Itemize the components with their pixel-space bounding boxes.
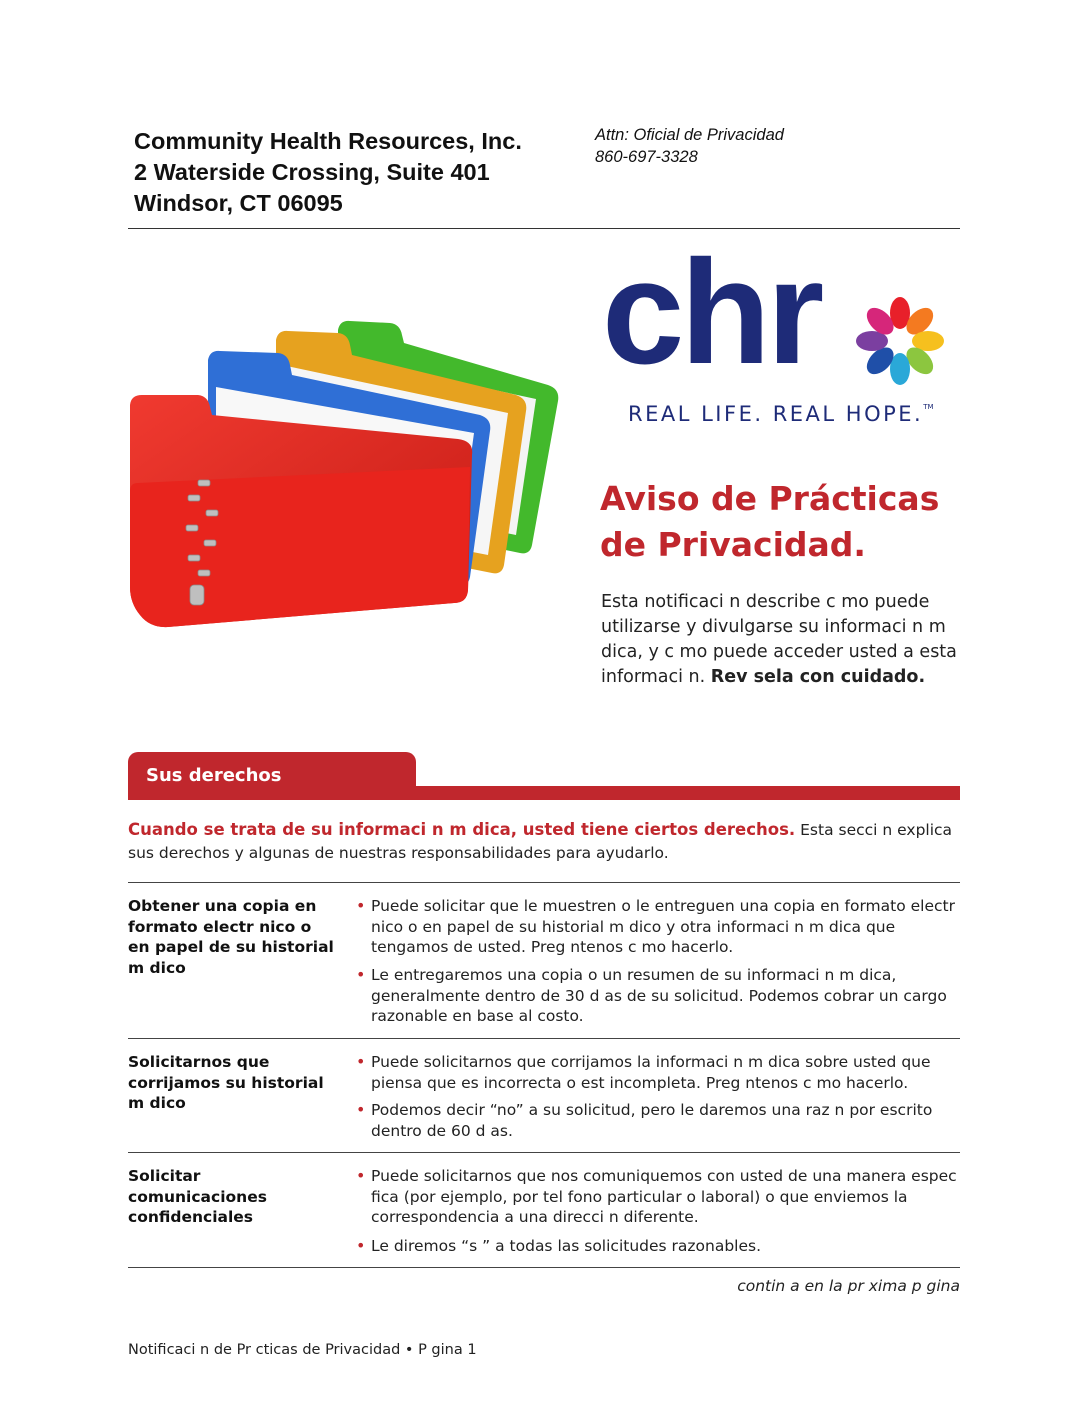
privacy-contact: [595, 124, 784, 168]
row-divider: [128, 1038, 960, 1039]
row-heading-confidential: Solicitar comunicaciones confidenciales: [128, 1167, 267, 1226]
title-line-2: de Privacidad.: [600, 525, 866, 564]
bullet-text: Puede solicitar que le muestren o le entreguen una copia en formato electr nico o en papel de su historial m dico y otra informaci n m dica que tengamos de usted. Preg ntenos c mo hacerlo.: [371, 897, 955, 956]
tagline: [628, 402, 934, 426]
phone-number: 860-697-3328: [595, 148, 698, 166]
continued-note: contin a en la pr xima p gina: [737, 1277, 960, 1295]
bullet-text: Podemos decir “no” a su solicitud, pero le daremos una raz n por escrito dentro de 60 d as.: [371, 1101, 933, 1140]
flower-logo-icon: [852, 296, 948, 386]
intro-text: Esta notificaci n describe c mo puede utilizarse y divulgarse su informaci n m dica, y c mo puede acceder usted a esta informaci n.: [601, 592, 957, 687]
row-bullet: [356, 1052, 976, 1093]
org-street: 2 Waterside Crossing, Suite 401: [134, 159, 490, 185]
bullet-text: Puede solicitarnos que nos comuniquemos con usted de una manera espec fica (por ejemplo, por tel fono particular o laboral) o que enviemos la correspondencia a una direcci n diferente.: [371, 1167, 957, 1226]
row-heading-copy: Obtener una copia en formato electr nico o en papel de su historial m dico: [128, 897, 334, 977]
bullet-icon: •: [356, 896, 366, 915]
section-label: Sus derechos: [146, 765, 282, 786]
page-title: [600, 476, 960, 568]
row-heading-correct: Solicitarnos que corrijamos su historial m dico: [128, 1053, 324, 1112]
section-lead: [128, 818, 968, 865]
bullet-icon: •: [356, 1236, 366, 1255]
bullet-icon: •: [356, 1166, 366, 1185]
bullet-text: Le diremos “s ” a todas las solicitudes razonables.: [371, 1237, 762, 1255]
org-city: Windsor, CT 06095: [134, 190, 343, 216]
section-bar: [128, 786, 960, 800]
intro-paragraph: [601, 590, 961, 690]
lead-bold: Cuando se trata de su informaci n m dica, usted tiene ciertos derechos.: [128, 820, 796, 839]
bullet-icon: •: [356, 1052, 366, 1071]
row-bullet: [356, 1166, 976, 1228]
row-bullet: [356, 965, 976, 1027]
file-folders-illustration: [128, 315, 568, 635]
organization-address: [134, 126, 522, 219]
org-name: Community Health Resources, Inc.: [134, 128, 522, 154]
page-footer: Notificaci n de Pr cticas de Privacidad • P gina 1: [128, 1342, 477, 1358]
lead-rest: Esta secci n explica sus derechos y algunas de nuestras responsabilidades para ayudarlo.: [128, 821, 953, 862]
bullet-text: Puede solicitarnos que corrijamos la informaci n m dica sobre usted que piensa que es incorrecta o est incompleta. Preg ntenos c mo hacerlo.: [371, 1053, 931, 1092]
row-divider: [128, 1267, 960, 1268]
header-divider: [128, 228, 960, 229]
attn-line: Attn: Oficial de Privacidad: [595, 126, 784, 144]
row-divider: [128, 882, 960, 883]
bullet-icon: •: [356, 965, 366, 984]
chr-logo-text: chr: [602, 230, 821, 395]
title-line-1: Aviso de Prácticas: [600, 479, 940, 518]
row-bullet: [356, 896, 976, 958]
tagline-text: REAL LIFE. REAL HOPE.: [628, 402, 924, 426]
row-divider: [128, 1152, 960, 1153]
bullet-text: Le entregaremos una copia o un resumen de su informaci n m dica, generalmente dentro de 30 d as de su solicitud. Podemos cobrar un cargo razonable en base al costo.: [371, 966, 947, 1025]
trademark-mark: TM: [923, 403, 934, 411]
row-bullet: [356, 1100, 976, 1141]
bullet-icon: •: [356, 1100, 366, 1119]
row-bullet: [356, 1236, 976, 1257]
intro-bold: Rev sela con cuidado.: [710, 667, 926, 687]
